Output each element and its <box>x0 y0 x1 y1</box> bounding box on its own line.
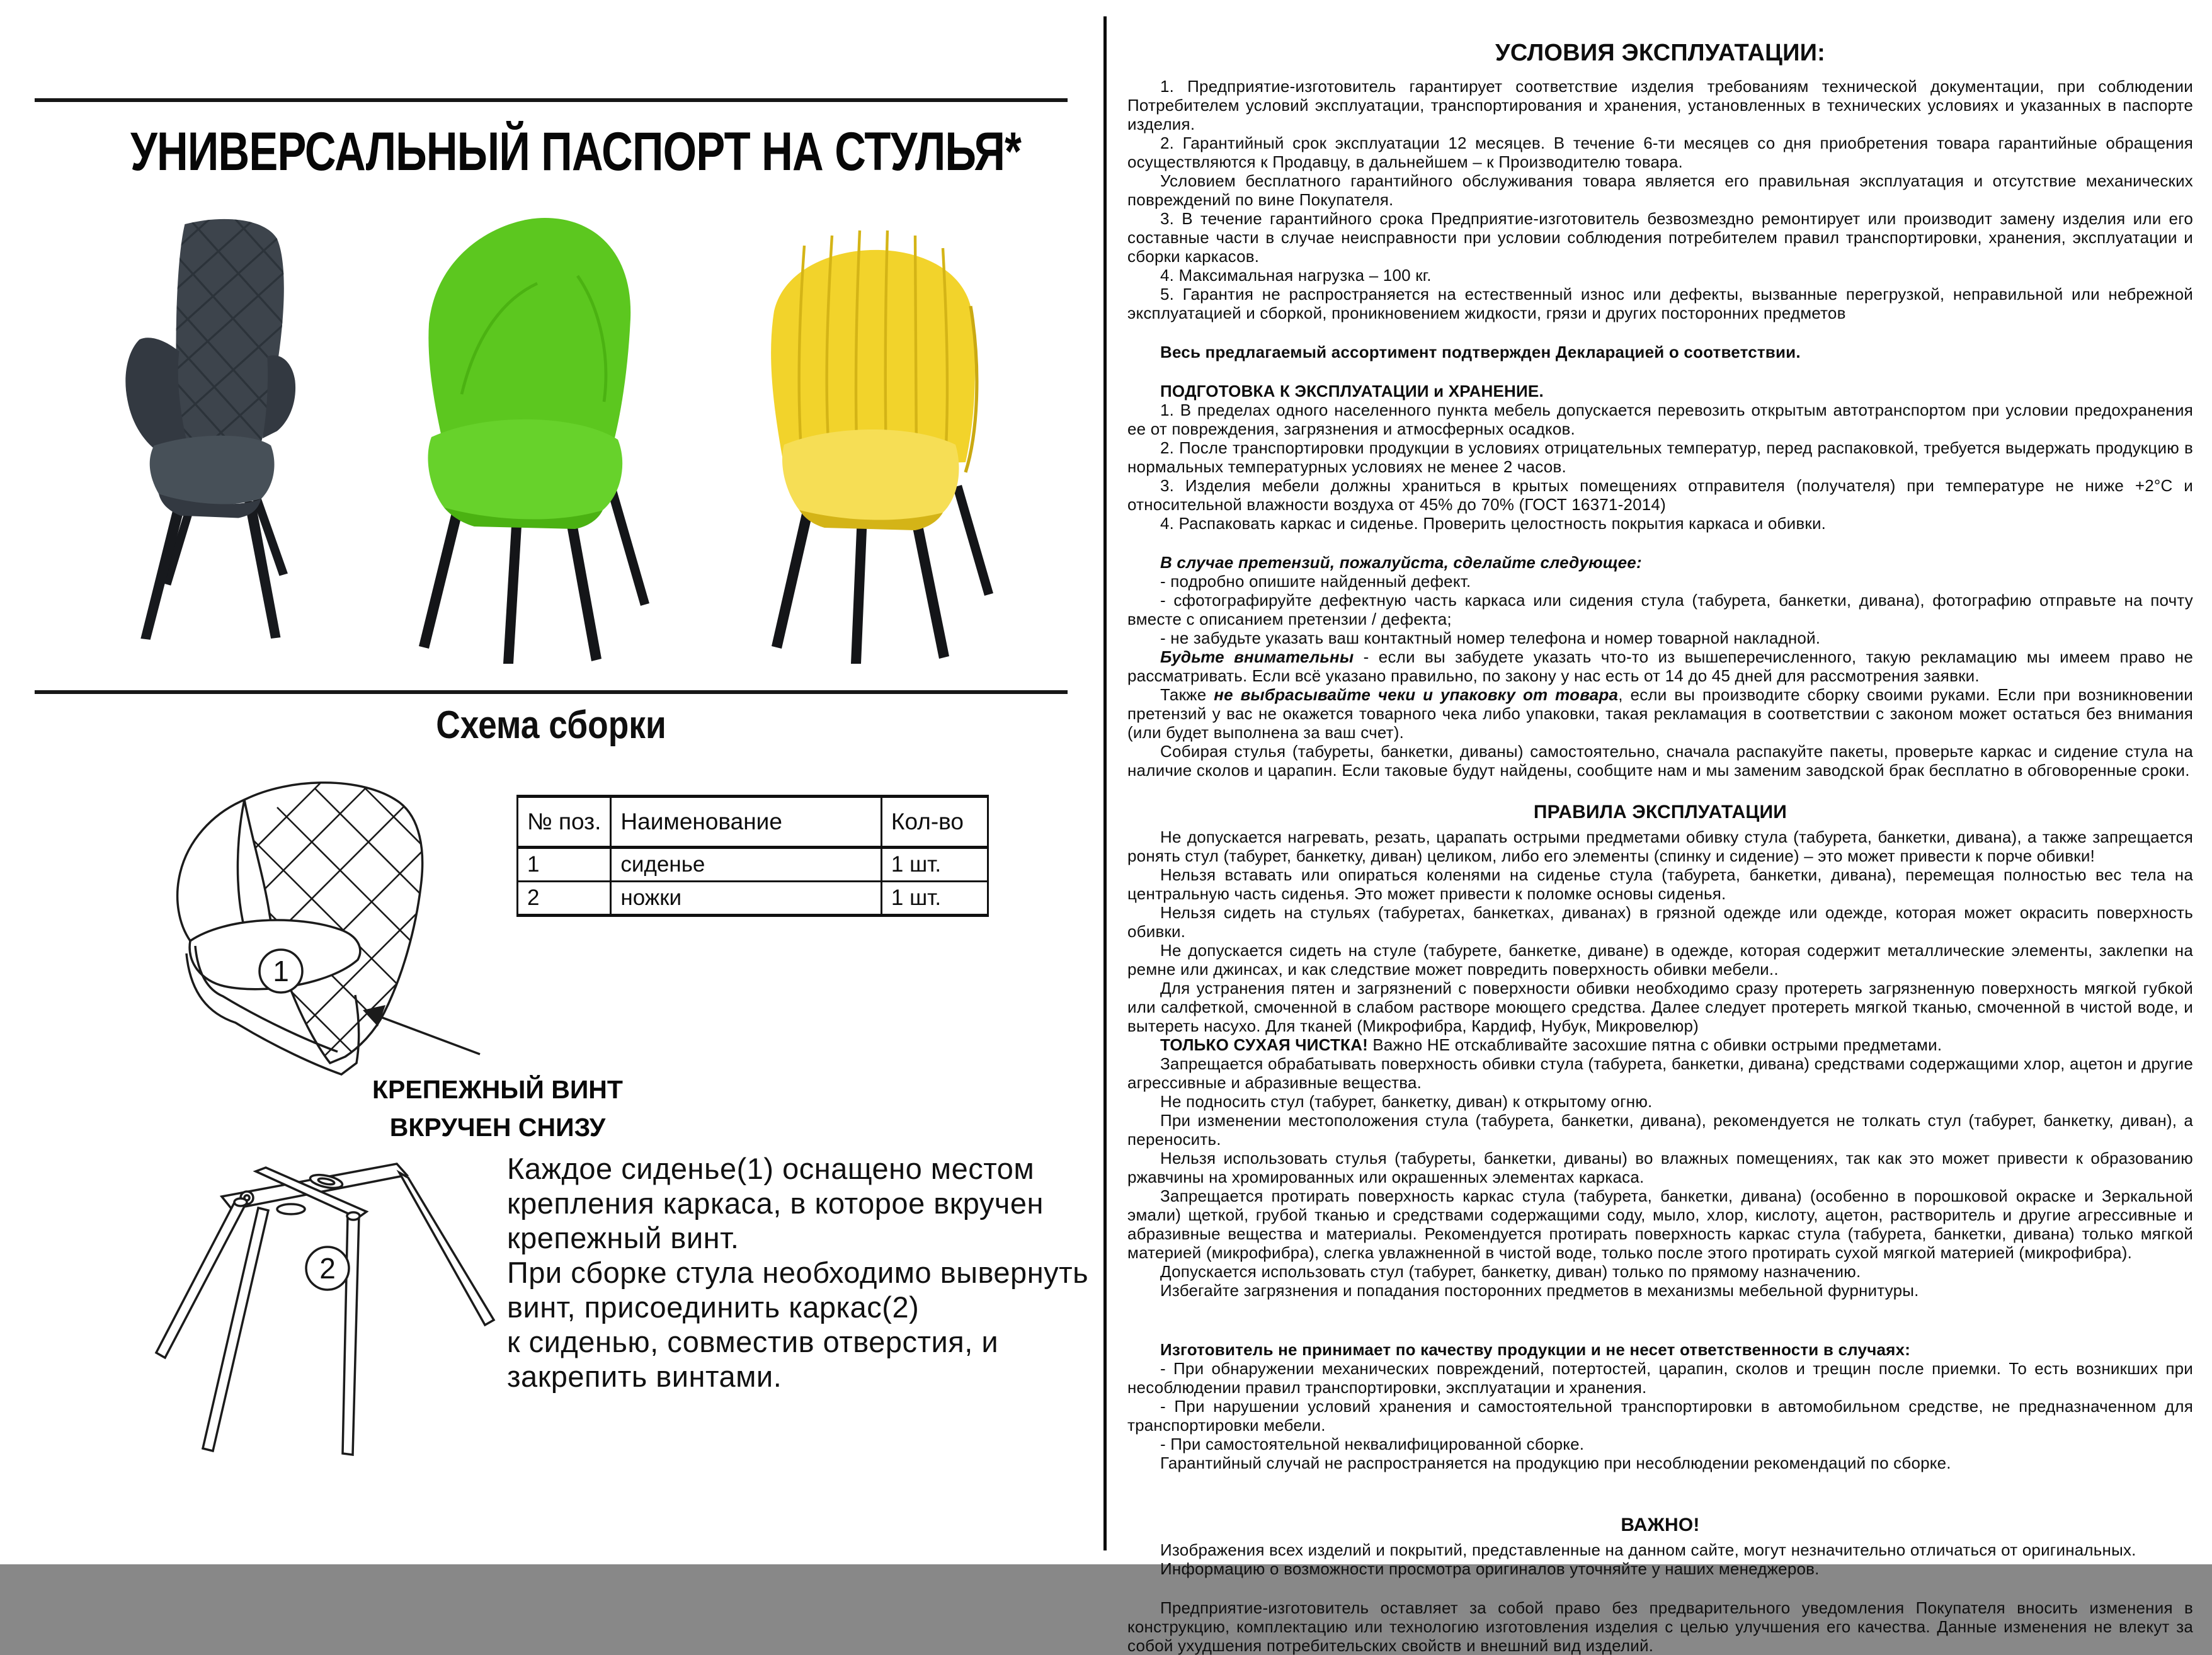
spacer <box>1127 1472 2193 1513</box>
doc-paragraph <box>1127 1559 2193 1578</box>
instruction-line: Каждое сиденье(1) оснащено местом <box>507 1152 1035 1185</box>
column-header-position: № поз. <box>518 797 611 848</box>
doc-paragraph <box>1127 1054 2193 1092</box>
doc-paragraph <box>1127 1435 2193 1453</box>
doc-paragraph <box>1127 1092 2193 1111</box>
text-segment: 2. Гарантийный срок эксплуатации 12 месяцев. В течение 6-ти месяцев со дня приобретения товара гарантийные обращения осуществляются к Продавцу, в дальнейшем – к Производителю товара. <box>1127 134 2193 171</box>
text-segment: ПРАВИЛА ЭКСПЛУАТАЦИИ <box>1533 802 1787 822</box>
instruction-line: При сборке стула необходимо вывернуть <box>507 1256 1089 1289</box>
top-rule <box>35 98 1068 102</box>
assembly-scheme-title: Схема сборки <box>436 703 666 747</box>
doc-paragraph <box>1127 401 2193 438</box>
doc-heading <box>1127 1514 2193 1537</box>
text-segment: Не подносить стул (табурет, банкетку, диван) к открытому огню. <box>1160 1092 1653 1111</box>
parts-table <box>516 795 989 917</box>
text-segment: Допускается использовать стул (табурет, банкетку, диван) только по прямому назначению. <box>1160 1262 1861 1281</box>
instruction-line: крепежный винт. <box>507 1221 739 1254</box>
left-page <box>0 0 1103 1564</box>
instruction-line: к сиденью, совместив отверстия, и <box>507 1325 999 1358</box>
doc-paragraph <box>1127 1111 2193 1149</box>
chair-photos-row <box>74 203 1038 644</box>
doc-paragraph <box>1127 1035 2193 1054</box>
spacer <box>1127 322 2193 343</box>
chair-seat-cushion <box>428 419 622 523</box>
doc-paragraph <box>1127 285 2193 322</box>
text-segment: 3. В течение гарантийного срока Предприятие-изготовитель безвозмездно ремонтирует или производит замену изделия или его составные части в случае неисправности при условии соблюдения потребителем правил транспортировки, хранения, эксплуатации и сборки каркасов. <box>1127 209 2193 266</box>
section-rule <box>35 690 1068 694</box>
table-row <box>518 882 988 916</box>
cell-position: 2 <box>518 882 611 916</box>
doc-paragraph <box>1127 827 2193 865</box>
spacer <box>1127 780 2193 800</box>
doc-paragraph <box>1127 1281 2193 1300</box>
text-segment: 4. Распаковать каркас и сиденье. Проверить целостность покрытия каркаса и обивки. <box>1160 514 1827 533</box>
text-segment: Не допускается сидеть на стуле (табурете, банкетке, диване) в одежде, которая содержит металлические элементы, заклепки на ремне или джинсах, и как следствие может повредить поверхность обивки мебели.. <box>1127 941 2193 979</box>
spacer <box>1127 361 2193 382</box>
screw-note-label <box>372 1071 624 1146</box>
text-segment: Для устранения пятен и загрязнений с поверхности обивки необходимо сразу протереть загрязненную поверхность мягкой губкой или салфеткой, смоченной в слабом растворе моющего средства. Далее следует протереть мягкой тканью, смоченной в чистой воде, и вытереть насухо. Для тканей (Микрофибра, Кардиф, Нубук, Микровелюр) <box>1127 979 2193 1035</box>
text-segment: Гарантийный случай не распространяется на продукцию при несоблюдении рекомендаций по сборке. <box>1160 1453 1951 1472</box>
spacer <box>1127 1300 2193 1340</box>
text-segment: Запрещается протирать поверхность каркас стула (табурета, банкетки, дивана) (особенно в порошковой окраске и Зеркальной эмали) щеткой, грубой тканью и средствами содержащими соду, мыло, хлор, кислоту, ацетон, растворитель и другие агрессивные и абразивные вещества и материалы. Рекомендуется протирать поверхность каркас стула (табурета, банкетки, дивана) только мягкой материей (микрофибра), слегка увлажненной в чистой воде, только после этого протирать сухой мягкой материей (микрофибра). <box>1127 1186 2193 1262</box>
text-segment: - При обнаружении механических повреждений, потертостей, царапин, сколов и трещин после приемки. То есть возникших при несоблюдении правил транспортировки, эксплуатации и хранения. <box>1127 1359 2193 1397</box>
instruction-line: крепления каркаса, в которое вкручен <box>507 1186 1044 1220</box>
doc-paragraph <box>1127 865 2193 903</box>
doc-paragraph <box>1127 647 2193 685</box>
text-segment: Будьте внимательны <box>1160 647 1354 666</box>
text-segment: - если вы забудете указать что-то из вышеперечисленного, такую рекламацию мы имеем право не рассматривать. Если всё указано правильно, по закону у нас есть от 14 до 45 дней для рассмотрения заявки. <box>1127 647 2193 685</box>
text-segment: Также <box>1160 685 1214 704</box>
right-page-terms-text <box>1127 34 2194 1655</box>
column-header-name: Наименование <box>611 797 881 848</box>
chair-photo-green <box>377 203 692 644</box>
text-segment: Весь предлагаемый ассортимент подтвержден Декларацией о соответствии. <box>1160 343 1801 361</box>
doc-paragraph <box>1127 685 2193 742</box>
text-segment: 4. Максимальная нагрузка – 100 кг. <box>1160 266 1432 285</box>
text-segment: ПОДГОТОВКА К ЭКСПЛУАТАЦИИ и ХРАНЕНИЕ. <box>1160 382 1544 401</box>
document-title: УНИВЕРСАЛЬНЫЙ ПАСПОРТ НА СТУЛЬЯ* <box>130 122 1022 182</box>
part-1-callout: 1 <box>273 955 289 987</box>
doc-paragraph <box>1127 1186 2193 1262</box>
doc-paragraph <box>1127 1598 2193 1655</box>
text-segment: 5. Гарантия не распространяется на естественный износ или дефекты, вызванные перегрузкой, неправильной или небрежной эксплуатацией и сборкой, проникновением жидкости, грязи и других посторонних предметов <box>1127 285 2193 322</box>
text-segment: Избегайте загрязнения и попадания посторонних предметов в механизмы мебельной фурнитуры. <box>1160 1281 1919 1300</box>
text-segment: Не допускается нагревать, резать, царапать острыми предметами обивку стула (табурета, банкетки, дивана), а также запрещается ронять стул (табурет, банкетку, диван) целиком, либо его элементы (спинку и сидение) – это может привести к порче обивки! <box>1127 827 2193 865</box>
text-segment: Изображения всех изделий и покрытий, представленные на данном сайте, могут незначительно отличаться от оригинальных. <box>1160 1540 2136 1559</box>
doc-paragraph <box>1127 591 2193 628</box>
doc-paragraph <box>1127 1540 2193 1559</box>
chair-seat-cushion <box>150 436 275 506</box>
doc-heading <box>1127 801 2193 824</box>
chair-seat-cushion <box>782 429 959 524</box>
doc-paragraph <box>1127 209 2193 266</box>
doc-paragraph <box>1127 742 2193 780</box>
spacer <box>1127 1578 2193 1598</box>
text-segment: ВАЖНО! <box>1621 1515 1700 1535</box>
instruction-line: винт, присоединить каркас(2) <box>507 1290 920 1324</box>
doc-paragraph <box>1127 1149 2193 1186</box>
spacer <box>1127 533 2193 553</box>
text-segment: не выбрасывайте чеки и упаковку от товара <box>1214 685 1619 704</box>
text-segment: - подробно опишите найденный дефект. <box>1160 572 1471 591</box>
screw-note-line1: КРЕПЕЖНЫЙ ВИНТ <box>372 1075 623 1104</box>
doc-heading <box>1127 553 2193 572</box>
doc-paragraph <box>1127 1453 2193 1472</box>
text-segment: При изменении местоположения стула (табурета, банкетки, дивана), рекомендуется не толкать стул (табурет, банкетку, диван), а переносить. <box>1127 1111 2193 1149</box>
chair-photo-yellow <box>710 203 1038 644</box>
doc-paragraph <box>1127 628 2193 647</box>
doc-paragraph <box>1127 77 2193 134</box>
part-2-callout: 2 <box>319 1252 336 1285</box>
text-segment: Условием бесплатного гарантийного обслуживания товара является его правильная эксплуатация и отсутствие механических повреждений по вине Покупателя. <box>1127 171 2193 209</box>
text-segment: Нельзя сидеть на стульях (табуретах, банкетках, диванах) в грязной одежде или одежде, которая может окрасить поверхность обивки. <box>1127 903 2193 941</box>
doc-paragraph <box>1127 1262 2193 1281</box>
text-segment: Запрещается обрабатывать поверхность обивки стула (табурета, банкетки, дивана) средствами содержащими хлор, ацетон и другие агрессивные и абразивные вещества. <box>1127 1054 2193 1092</box>
doc-paragraph <box>1127 476 2193 514</box>
text-segment: Собирая стулья (табуреты, банкетки, диваны) самостоятельно, сначала распакуйте пакеты, проверьте каркас и сидение стула на наличие сколов и царапин. Если таковые будут найдены, сообщите нам и мы заменим заводской брак бесплатно в обговоренные сроки. <box>1127 742 2193 780</box>
text-segment: Нельзя вставать или опираться коленями на сиденье стула (табурета, банкетки, дивана), перемещая полностью вес тела на центральную часть сиденья. Это может привести к поломке основы сиденья. <box>1127 865 2193 903</box>
cell-position: 1 <box>518 848 611 882</box>
doc-paragraph <box>1127 171 2193 209</box>
text-segment: 1. В пределах одного населенного пункта мебель допускается перевозить открытым автотранспортом при условии предохранения ее от повреждения, загрязнения и атмосферных осадков. <box>1127 401 2193 438</box>
table-row <box>518 848 988 882</box>
doc-paragraph <box>1127 438 2193 476</box>
chair-photo-dark-gray <box>74 209 358 644</box>
text-segment: 1. Предприятие-изготовитель гарантирует соответствие изделия требованиям технической документации, при соблюдении Потребителем условий эксплуатации, транспортирования и хранения, установленных в технических условиях и указанных в паспорте изделия. <box>1127 77 2193 134</box>
assembly-instructions <box>507 1151 1105 1394</box>
doc-paragraph <box>1127 572 2193 591</box>
cell-name: ножки <box>611 882 881 916</box>
text-segment: Информацию о возможности просмотра оригиналов уточняйте у наших менеджеров. <box>1160 1559 1820 1578</box>
doc-paragraph <box>1127 903 2193 941</box>
text-segment: Предприятие-изготовитель оставляет за собой право без предварительного уведомления Покупателя вносить изменения в конструкцию, комплектацию или технологию изготовления изделия с целью улучшения его качества. Данные изменения не влекут за собой ухудшения потребительских свойств и внешний вид изделий. <box>1127 1598 2193 1655</box>
doc-heading <box>1127 343 2193 361</box>
text-segment: ТОЛЬКО СУХАЯ ЧИСТКА! <box>1160 1035 1368 1054</box>
instruction-line: закрепить винтами. <box>507 1360 782 1393</box>
doc-heading <box>1127 1340 2193 1359</box>
text-segment: Нельзя использовать стулья (табуреты, банкетки, диваны) во влажных помещениях, так как это может привести к образованию ржавчины на хромированных или окрашенных элементах каркаса. <box>1127 1149 2193 1186</box>
text-segment: - не забудьте указать ваш контактный номер телефона и номер товарной накладной. <box>1160 628 1821 647</box>
doc-paragraph <box>1127 979 2193 1035</box>
doc-heading <box>1127 38 2193 68</box>
doc-paragraph <box>1127 1397 2193 1435</box>
doc-paragraph <box>1127 266 2193 285</box>
text-segment: 3. Изделия мебели должны храниться в крытых помещениях отправителя (получателя) при температуре не ниже +2°С и относительной влажности воздуха от 45% до 70% (ГОСТ 16371-2014) <box>1127 476 2193 514</box>
doc-heading <box>1127 382 2193 401</box>
doc-paragraph <box>1127 134 2193 171</box>
cell-name: сиденье <box>611 848 881 882</box>
text-segment: - При самостоятельной неквалифицированной сборке. <box>1160 1435 1585 1453</box>
text-segment: УСЛОВИЯ ЭКСПЛУАТАЦИИ: <box>1495 40 1825 66</box>
text-segment: - При нарушении условий хранения и самостоятельной транспортировки в автомобильном средстве, не предназначенном для транспортировки мебели. <box>1127 1397 2193 1435</box>
doc-paragraph <box>1127 1359 2193 1397</box>
cell-quantity: 1 шт. <box>881 882 988 916</box>
text-segment: Важно НЕ отскабливайте засохшие пятна с обивки острыми предметами. <box>1367 1035 1942 1054</box>
text-segment: Изготовитель не принимает по качеству продукции и не несет ответственности в случаях: <box>1160 1340 1911 1359</box>
cell-quantity: 1 шт. <box>881 848 988 882</box>
text-segment: В случае претензий, пожалуйста, сделайте следующее: <box>1160 553 1642 572</box>
screw-note-line2: ВКРУЧЕН СНИЗУ <box>389 1113 606 1142</box>
table-header-row <box>518 797 988 848</box>
doc-paragraph <box>1127 941 2193 979</box>
text-segment: 2. После транспортировки продукции в условиях отрицательных температур, перед распаковкой, требуется выдержать продукцию в нормальных температурных условиях не менее 2 часов. <box>1127 438 2193 476</box>
column-header-quantity: Кол-во <box>881 797 988 848</box>
text-segment: , если вы производите сборку своими руками. Если при возникновении претензий у вас не окажется товарного чека либо упаковки, такая рекламация в соответствии с законом может остаться без внимания (или будет выполнена за ваш счет). <box>1127 685 2194 742</box>
doc-paragraph <box>1127 514 2193 533</box>
text-segment: - сфотографируйте дефектную часть каркаса или сидения стула (табурета, банкетки, дивана), фотографию отправьте на почту вместе с описанием претензии / дефекта; <box>1127 591 2193 628</box>
